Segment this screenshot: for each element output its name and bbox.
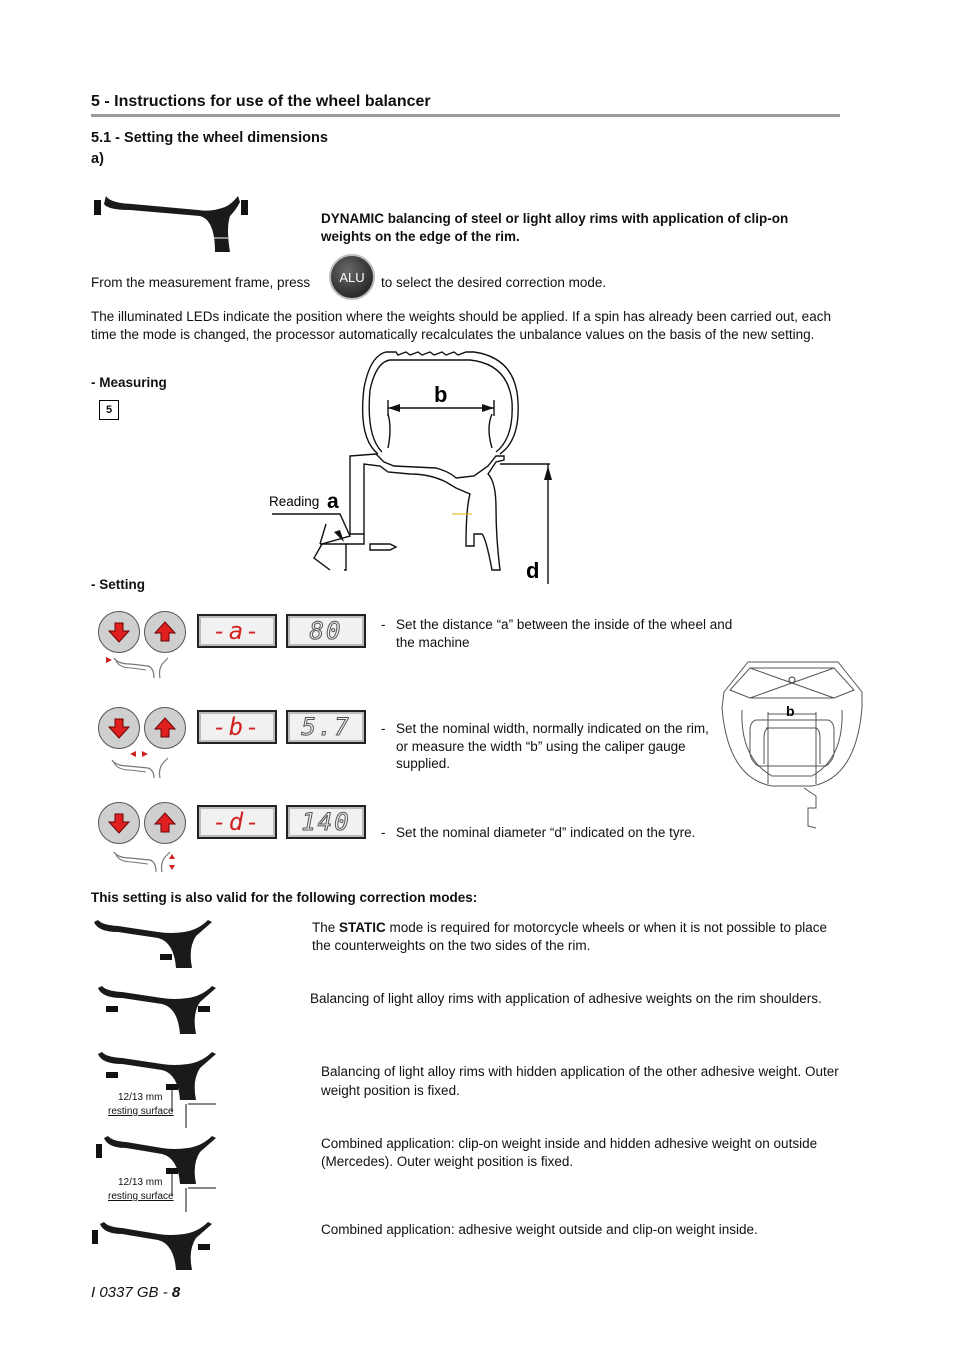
display-left-b: -b- — [197, 710, 277, 744]
mode-static-text: The STATIC mode is required for motorcycle wheels or when it is not possible to place the counterweights on the two sides of the rim. — [312, 920, 827, 953]
caliper-gauge-diagram — [716, 658, 868, 832]
setting-d-text: Set the nominal diameter “d” indicated on the tyre. — [396, 825, 696, 840]
subsection-title: 5.1 - Setting the wheel dimensions — [91, 130, 328, 146]
display-right-b: 5.7 — [286, 710, 366, 744]
dynamic-description: DYNAMIC balancing of steel or light alloy rims with application of clip-on weights on the edge of the rim. — [321, 211, 789, 244]
mode-alu1-text: Balancing of light alloy rims with application of adhesive weights on the rim shoulders. — [310, 991, 822, 1006]
rim-alu1-icon — [92, 984, 222, 1038]
rim-alu3-icon — [92, 1134, 222, 1214]
decrease-button-d[interactable] — [98, 802, 140, 844]
mode-alu3-text: Combined application: clip-on weight inside and hidden adhesive weight on outside (Mercedes). Outer weight position is fixed. — [321, 1136, 818, 1169]
display-right-d: 140 — [286, 805, 366, 839]
setting-b-dash: - — [381, 721, 386, 736]
alu-button-label: ALU — [339, 269, 365, 285]
increase-button-a[interactable] — [144, 611, 186, 653]
display-left-a: -a- — [197, 614, 277, 648]
setting-b-text: Set the nominal width, normally indicated on the rim, or measure the width “b” using the caliper gauge supplied. — [396, 721, 709, 771]
increase-button-b[interactable] — [144, 707, 186, 749]
display-right-a: 80 — [286, 614, 366, 648]
arrow-up-icon — [154, 717, 176, 739]
rim-setting-d-icon — [110, 846, 180, 876]
arrow-down-icon — [108, 812, 130, 834]
mode-alu4-text: Combined application: adhesive weight outside and clip-on weight inside. — [321, 1222, 758, 1237]
arrow-down-icon — [108, 717, 130, 739]
step-number-box: 5 — [99, 400, 119, 420]
rim-static-icon — [88, 918, 218, 972]
rim-alu2-icon — [92, 1050, 222, 1130]
diagram-reading-label: Reading — [269, 494, 320, 509]
caliper-b-label: b — [786, 703, 795, 719]
wheel-measure-diagram — [260, 348, 560, 584]
leds-paragraph: The illuminated LEDs indicate the position where the weights should be applied. If a spin has already been carried out, each time the mode is changed, the processor automatically recalculates the unbalance values on the basis of the new setting. — [91, 309, 831, 342]
section-rule — [91, 114, 840, 117]
rim-dynamic-icon — [90, 190, 250, 256]
increase-button-d[interactable] — [144, 802, 186, 844]
arrow-up-icon — [154, 621, 176, 643]
setting-a-dash: - — [381, 617, 386, 632]
setting-a-text: Set the distance “a” between the inside of the wheel and the machine — [396, 617, 733, 650]
section-title: 5 - Instructions for use of the wheel balancer — [91, 93, 431, 110]
press-text-after: to select the desired correction mode. — [381, 275, 607, 290]
arrow-up-icon — [154, 812, 176, 834]
mode-alu2-text: Balancing of light alloy rims with hidden application of the other adhesive weight. Outer weight position is fixed. — [321, 1064, 839, 1098]
arrow-down-icon — [108, 621, 130, 643]
measuring-label: - Measuring — [91, 375, 167, 390]
decrease-button-a[interactable] — [98, 611, 140, 653]
press-text-before: From the measurement frame, press — [91, 275, 311, 290]
decrease-button-b[interactable] — [98, 707, 140, 749]
diagram-b-label: b — [434, 382, 448, 407]
diagram-d-label: d — [526, 558, 540, 583]
rim-setting-b-icon — [108, 748, 178, 778]
resting-surface-label-1: resting surface — [108, 1106, 174, 1117]
mm-label-2: 12/13 mm — [118, 1177, 163, 1188]
sub-a-label: a) — [91, 151, 104, 167]
valid-modes-title: This setting is also valid for the following correction modes: — [91, 890, 478, 905]
rim-alu4-icon — [88, 1220, 220, 1276]
setting-label: - Setting — [91, 577, 145, 592]
mm-label-1: 12/13 mm — [118, 1092, 163, 1103]
resting-surface-label-2: resting surface — [108, 1191, 174, 1202]
rim-setting-a-icon — [104, 654, 174, 680]
alu-button[interactable] — [329, 254, 375, 300]
page-footer: I 0337 GB - 8 — [91, 1284, 181, 1301]
diagram-a-label: a — [327, 490, 339, 513]
setting-d-dash: - — [381, 825, 386, 840]
display-left-d: -d- — [197, 805, 277, 839]
